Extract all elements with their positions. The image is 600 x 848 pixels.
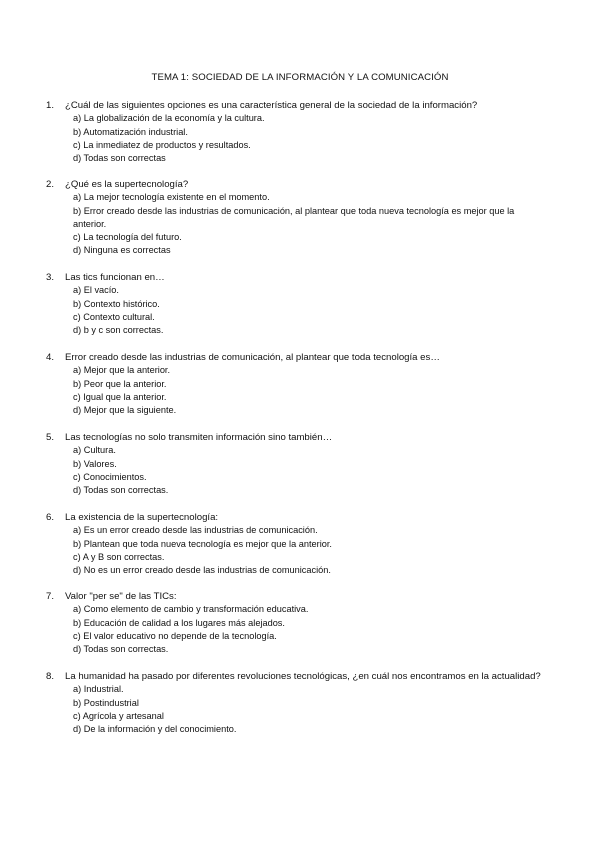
option-b: b) Postindustrial xyxy=(73,697,139,708)
option-b: b) Automatización industrial. xyxy=(73,126,188,137)
question-text: Las tecnologías no solo transmiten información sino también… xyxy=(65,432,333,443)
question-text: La existencia de la supertecnología: xyxy=(65,512,219,523)
question-text: ¿Qué es la supertecnología? xyxy=(65,179,189,190)
question-number: 4. xyxy=(46,352,55,363)
option-d: d) Todas son correctas. xyxy=(73,644,169,655)
option-d: d) Ninguna es correctas xyxy=(73,245,171,256)
option-c: c) Agrícola y artesanal xyxy=(73,710,164,721)
option-d: d) b y c son correctas. xyxy=(73,325,164,336)
option-c: c) La tecnología del futuro. xyxy=(73,232,182,243)
options-list xyxy=(46,683,546,736)
question-number: 8. xyxy=(46,671,55,682)
question-number: 5. xyxy=(46,432,55,443)
question-1 xyxy=(46,99,546,165)
question-number: 1. xyxy=(46,100,55,111)
option-c: c) Contexto cultural. xyxy=(73,311,155,322)
option-d: d) Todas son correctas xyxy=(73,153,166,164)
option-a: a) Cultura. xyxy=(73,445,116,456)
option-b: b) Peor que la anterior. xyxy=(73,378,167,389)
option-d: d) De la información y del conocimiento. xyxy=(73,724,237,735)
option-d: d) Todas son correctas. xyxy=(73,485,169,496)
question-number: 6. xyxy=(46,512,55,523)
options-list xyxy=(46,284,546,337)
options-list xyxy=(46,364,546,417)
option-b: b) Plantean que toda nueva tecnología es mejor que la anterior. xyxy=(73,538,332,549)
question-7 xyxy=(46,590,546,656)
option-a: a) La globalización de la economía y la cultura. xyxy=(73,113,265,124)
question-text: La humanidad ha pasado por diferentes revoluciones tecnológicas, ¿en cuál nos encontramos en la actualidad? xyxy=(65,671,541,682)
option-c: c) El valor educativo no depende de la tecnología. xyxy=(73,630,277,641)
question-4 xyxy=(46,351,546,417)
option-c: c) Conocimientos. xyxy=(73,471,147,482)
option-d: d) Mejor que la siguiente. xyxy=(73,405,177,416)
question-text: Error creado desde las industrias de comunicación, al plantear que toda tecnología es… xyxy=(65,352,440,363)
option-c: c) A y B son correctas. xyxy=(73,551,165,562)
question-text: Valor "per se" de las TICs: xyxy=(65,591,177,602)
question-6 xyxy=(46,511,546,577)
question-8 xyxy=(46,670,546,736)
question-number: 2. xyxy=(46,179,55,190)
option-b: b) Contexto histórico. xyxy=(73,298,160,309)
option-a: a) Es un error creado desde las industrias de comunicación. xyxy=(73,525,318,536)
option-b: b) Valores. xyxy=(73,458,117,469)
option-d: d) No es un error creado desde las industrias de comunicación. xyxy=(73,565,331,576)
option-c: c) Igual que la anterior. xyxy=(73,391,167,402)
options-list xyxy=(46,112,546,165)
question-number: 7. xyxy=(46,591,55,602)
option-a: a) Industrial. xyxy=(73,684,124,695)
question-3 xyxy=(46,271,546,337)
option-b: b) Educación de calidad a los lugares más alejados. xyxy=(73,617,285,628)
options-list xyxy=(46,603,546,656)
page-title: TEMA 1: SOCIEDAD DE LA INFORMACIÓN Y LA COMUNICACIÓN xyxy=(151,72,449,83)
option-c: c) La inmediatez de productos y resultados. xyxy=(73,139,251,150)
options-list xyxy=(46,524,546,577)
option-a: a) Mejor que la anterior. xyxy=(73,365,171,376)
question-5 xyxy=(46,431,546,497)
option-a: a) El vacío. xyxy=(73,285,119,296)
option-a: a) Como elemento de cambio y transformación educativa. xyxy=(73,604,309,615)
question-text: ¿Cuál de las siguientes opciones es una característica general de la sociedad de la información? xyxy=(65,100,478,111)
question-text: Las tics funcionan en… xyxy=(65,272,165,283)
option-a: a) La mejor tecnología existente en el momento. xyxy=(73,192,270,203)
question-number: 3. xyxy=(46,272,55,283)
options-list xyxy=(46,444,546,497)
options-list xyxy=(46,191,546,257)
question-2 xyxy=(46,178,546,258)
option-b: b) Error creado desde las industrias de comunicación, al plantear que toda nueva tecnología es mejor que la anterior. xyxy=(73,205,515,229)
